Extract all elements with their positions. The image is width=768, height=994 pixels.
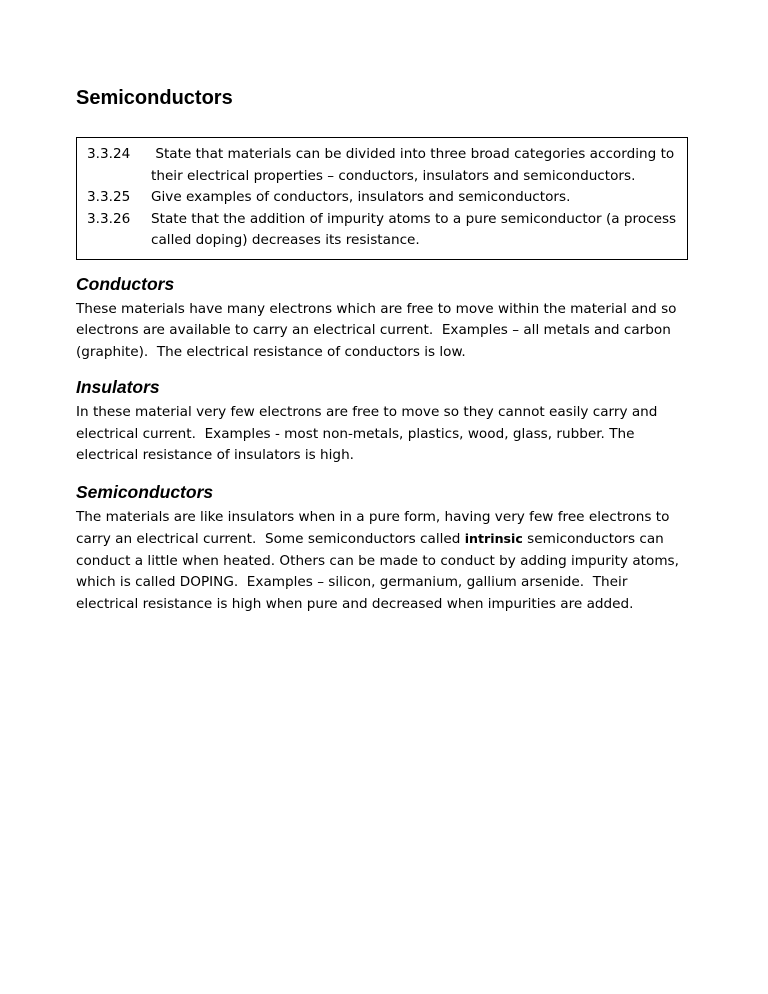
semiconductors-text-before: The materials are like insulators when in a pure form, having very few free electrons to carry an electrical current. Some semiconductors called xyxy=(76,508,674,547)
objective-item xyxy=(87,209,679,252)
section-heading-conductors: Conductors xyxy=(76,273,175,294)
page-title: Semiconductors xyxy=(76,87,233,109)
objective-text: State that materials can be divided into three broad categories according to their electrical properties – conductors, insulators and semiconductors. xyxy=(151,146,679,184)
document-page xyxy=(76,84,692,615)
objective-code: 3.3.25 xyxy=(87,189,131,205)
section-text-insulators: In these material very few electrons are free to move so they cannot easily carry and electrical current. Examples - most non-metals, plastics, wood, glass, rubber. The electrical resistance of insulators is high. xyxy=(76,404,662,463)
intrinsic-emphasis: intrinsic xyxy=(464,531,523,546)
objective-item xyxy=(87,187,679,209)
learning-objectives-box xyxy=(76,137,688,260)
objective-text: Give examples of conductors, insulators and semiconductors. xyxy=(151,189,571,205)
section-text-semiconductors xyxy=(76,507,692,616)
section-heading-semiconductors: Semiconductors xyxy=(76,481,214,502)
section-heading-insulators: Insulators xyxy=(76,377,160,397)
objective-code: 3.3.24 xyxy=(87,146,131,162)
semiconductors-text-after: semiconductors can conduct a little when heated. Others can be made to conduct by adding impurity atoms, which is called DOPING. Examples – silicon, germanium, gallium arsenide. Their electrical resistance is high when pure and decreased when impurities are added. xyxy=(76,531,684,612)
objective-code: 3.3.26 xyxy=(87,210,131,227)
objective-item xyxy=(87,144,679,187)
section-text-conductors: These materials have many electrons which are free to move within the material and so electrons are available to carry an electrical current. Examples – all metals and carbon (graphite). The electrical resistance of conductors is low. xyxy=(76,300,681,360)
objective-text: State that the addition of impurity atoms to a pure semiconductor (a process called doping) decreases its resistance. xyxy=(151,210,677,248)
